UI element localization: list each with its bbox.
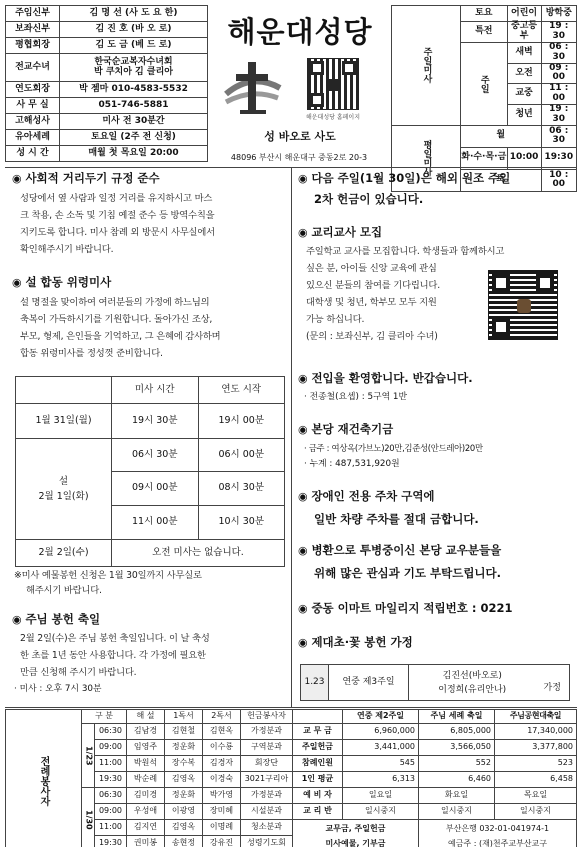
duty-date: 1/30 bbox=[82, 788, 95, 847]
finance-value: 6,805,000 bbox=[419, 724, 495, 740]
patron-saint: 성 바오로 사도 bbox=[264, 130, 336, 143]
info-value-line1: 한국순교복자수녀회 bbox=[94, 56, 173, 67]
time-cell: 19시 30분 bbox=[112, 404, 199, 439]
info-value bbox=[60, 54, 208, 82]
body-line: 싶은 분, 아이들 신앙 교육에 관심 bbox=[306, 262, 437, 274]
duty-cell: 09:00 bbox=[95, 740, 127, 756]
fund-bullet: · 금주 : 여상옥(가브노)20만,김준성(안드레아)20만 bbox=[304, 442, 483, 453]
notice-title-text: 2차 헌금이 있습니다. bbox=[314, 191, 424, 206]
contact-line: (문의 : 보좌신부, 김 클리아 수녀) bbox=[306, 330, 438, 342]
notice-body bbox=[12, 630, 286, 681]
info-value: 김 도 금 (베 드 로) bbox=[60, 38, 208, 54]
notice-rebuild-fund bbox=[298, 423, 574, 471]
offering-note bbox=[14, 568, 288, 598]
target-bullet-icon: ◉ bbox=[298, 636, 312, 649]
info-label: 연도회장 bbox=[6, 82, 60, 98]
finance-value: 일시중지 bbox=[343, 804, 419, 820]
duty-cell: 강유진 bbox=[203, 836, 241, 847]
finance-value: 3,566,050 bbox=[419, 740, 495, 756]
duty-cell: 성령기도회 bbox=[241, 836, 293, 847]
finance-value: 6,460 bbox=[419, 772, 495, 788]
finance-value: 6,458 bbox=[495, 772, 577, 788]
date-cell: 2월 2일(수) bbox=[16, 540, 112, 567]
target-bullet-icon: ◉ bbox=[298, 172, 312, 185]
mass-time-bullet: · 미사 : 오후 7시 30분 bbox=[14, 683, 102, 694]
notice-title-text: 일반 차량 주차를 절대 금합니다. bbox=[314, 511, 479, 526]
date-cell: 1월 31일(월) bbox=[16, 404, 112, 439]
notice-title-text: 장애인 전용 주차 구역에 bbox=[311, 489, 435, 503]
page-title: 해운대성당 bbox=[227, 15, 373, 49]
duty-cell: 박원석 bbox=[127, 756, 165, 772]
notice-title bbox=[298, 636, 574, 650]
saturday-label: 토요 bbox=[461, 6, 508, 22]
duty-cell: 이경숙 bbox=[203, 772, 241, 788]
info-label: 성 시 간 bbox=[6, 146, 60, 162]
notice-title-text: 위해 많은 관심과 기도 부탁드립니다. bbox=[314, 565, 502, 580]
time-cell: 19시 00분 bbox=[198, 404, 285, 439]
notice-title-text: 병환으로 투병중이신 본당 교우분들을 bbox=[311, 543, 502, 557]
notice-title bbox=[12, 613, 286, 627]
duty-header: 해 설 bbox=[127, 710, 165, 724]
duty-cell: 가정분과 bbox=[241, 724, 293, 740]
altar-offering-table bbox=[300, 664, 570, 701]
mass-name: 교중 bbox=[507, 84, 541, 105]
finance-label: 참례인원 bbox=[293, 756, 343, 772]
notice-title bbox=[298, 226, 574, 240]
finance-value: 17,340,000 bbox=[495, 724, 577, 740]
body-line: 합동 위령미사를 정성껏 준비합니다. bbox=[20, 347, 163, 359]
bank-account bbox=[419, 820, 577, 847]
offering-week: 연중 제3주일 bbox=[329, 665, 409, 701]
mass-schedule-table bbox=[391, 5, 577, 192]
duty-header: 1독서 bbox=[165, 710, 203, 724]
target-bullet-icon: ◉ bbox=[12, 613, 26, 626]
no-morning-mass: 오전 미사는 없습니다. bbox=[112, 540, 285, 567]
fund-bullet: · 누계 : 487,531,920원 bbox=[304, 458, 400, 469]
finance-value: 545 bbox=[343, 756, 419, 772]
body-line: 한 초를 1년 동안 사용합니다. 각 가정에 필요한 bbox=[20, 649, 206, 661]
body-line: 설 명절을 맞이하여 여러분들의 가정에 하느님의 bbox=[20, 296, 210, 308]
notice-title-text: 사회적 거리두기 규정 준수 bbox=[25, 171, 160, 185]
duty-cell: 김경자 bbox=[203, 756, 241, 772]
mass-name: 청년 bbox=[507, 105, 541, 126]
duty-cell: 19:30 bbox=[95, 772, 127, 788]
weekday-mass-label: 평일미사 bbox=[392, 125, 461, 191]
notice-title-text: 본당 재건축기금 bbox=[311, 422, 394, 436]
offering-date: 1.23 bbox=[301, 665, 329, 701]
notice-title bbox=[298, 172, 574, 186]
liturgy-duty-table bbox=[5, 709, 293, 847]
qr-caption: 해운대성당 홈페이지 bbox=[305, 114, 361, 121]
finance-value: 3,441,000 bbox=[343, 740, 419, 756]
notice-parking bbox=[298, 490, 574, 527]
body-line: 만큼 신청해 주시기 바랍니다. bbox=[20, 666, 137, 678]
mass-time: 방학중 bbox=[541, 6, 576, 22]
body-line: 가능 하십니다. bbox=[306, 313, 365, 325]
finance-value: 552 bbox=[419, 756, 495, 772]
body-line: 축복이 가득하시기를 기원합니다. 돌아가신 조상, bbox=[20, 313, 213, 325]
note-line: ※미사 예물봉헌 신청은 1월 30일까지 사무실로 bbox=[14, 570, 202, 581]
notice-title-text: 전입을 환영합니다. 반갑습니다. bbox=[311, 371, 473, 385]
target-bullet-icon: ◉ bbox=[12, 172, 26, 185]
duty-cell: 정운화 bbox=[165, 740, 203, 756]
notice-title bbox=[298, 423, 574, 437]
body-line: 크 착용, 손 소독 및 기침 예절 준수 등 방역수칙을 bbox=[20, 209, 215, 221]
duty-cell: 회장단 bbox=[241, 756, 293, 772]
weekday-time: 10 : 00 bbox=[541, 169, 576, 191]
homepage-qr-code[interactable] bbox=[307, 58, 359, 110]
body-line: 확인해주시기 바랍니다. bbox=[20, 243, 114, 255]
finance-label: 주일헌금 bbox=[293, 740, 343, 756]
notice-title-text: 중동 이마트 마일리지 적립번호 : 0221 bbox=[311, 601, 513, 615]
mass-name: 중고등부 bbox=[507, 22, 541, 43]
notice-presentation-feast bbox=[12, 613, 286, 696]
info-value: 051-746-5881 bbox=[60, 98, 208, 114]
mass-time: 09 : 00 bbox=[541, 63, 576, 84]
notice-mileage bbox=[298, 602, 574, 616]
finance-value: 3,377,800 bbox=[495, 740, 577, 756]
finance-value: 화요일 bbox=[419, 788, 495, 804]
info-label: 사 무 실 bbox=[6, 98, 60, 114]
notice-overseas-aid bbox=[298, 172, 574, 207]
duty-cell: 김영옥 bbox=[165, 772, 203, 788]
duty-cell: 장미혜 bbox=[203, 804, 241, 820]
date-text: 2월 1일(화) bbox=[38, 491, 89, 502]
target-bullet-icon: ◉ bbox=[298, 602, 312, 615]
duty-cell: 임영주 bbox=[127, 740, 165, 756]
target-bullet-icon: ◉ bbox=[298, 226, 312, 239]
date-holiday: 설 bbox=[58, 476, 69, 487]
duty-cell: 박순례 bbox=[127, 772, 165, 788]
bank-purpose-line: 미사예물, 기부금 bbox=[325, 838, 386, 847]
duty-side-label: 전례봉사자 bbox=[6, 710, 82, 847]
finance-value: 6,960,000 bbox=[343, 724, 419, 740]
duty-cell: 이광영 bbox=[165, 804, 203, 820]
finance-value: 일시중지 bbox=[419, 804, 495, 820]
mass-name: 새벽 bbox=[507, 42, 541, 63]
finance-header: 주님 세례 축일 bbox=[419, 710, 495, 724]
weekday-day: 토 bbox=[461, 169, 542, 191]
weekday-time: 10:00 bbox=[507, 147, 541, 169]
target-bullet-icon: ◉ bbox=[298, 372, 312, 385]
notice-title-text: 교리교사 모집 bbox=[311, 225, 383, 239]
offering-family: 가정 bbox=[536, 665, 570, 701]
duty-cell: 3021구리아 bbox=[241, 772, 293, 788]
notice-title-text: 제대초·꽃 봉헌 가정 bbox=[311, 635, 413, 649]
body-line: 성당에서 옆 사람과 일정 거리를 유지하시고 마스 bbox=[20, 192, 213, 204]
target-bullet-icon: ◉ bbox=[298, 544, 312, 557]
mass-name: 오전 bbox=[507, 63, 541, 84]
duty-cell: 청소분과 bbox=[241, 820, 293, 836]
duty-date: 1/23 bbox=[82, 724, 95, 788]
finance-label: 교 무 금 bbox=[293, 724, 343, 740]
finance-value: 일요일 bbox=[343, 788, 419, 804]
duty-cell: 정운화 bbox=[165, 788, 203, 804]
notice-title bbox=[12, 172, 286, 186]
saturday-sub-label: 특전 bbox=[461, 22, 508, 43]
bank-purpose bbox=[293, 820, 419, 847]
finance-header: 연중 제2주일 bbox=[343, 710, 419, 724]
duty-cell: 장수복 bbox=[165, 756, 203, 772]
duty-cell: 송현정 bbox=[165, 836, 203, 847]
duty-cell: 김현옥 bbox=[203, 724, 241, 740]
finance-label: 교 리 반 bbox=[293, 804, 343, 820]
duty-cell: 가정분과 bbox=[241, 788, 293, 804]
notice-prayer bbox=[298, 544, 574, 581]
weekday-day: 화·수·목·금 bbox=[461, 147, 508, 169]
info-value: 미사 전 30분간 bbox=[60, 114, 208, 130]
notice-title bbox=[298, 490, 574, 504]
finance-label: 1인 평균 bbox=[293, 772, 343, 788]
time-cell: 09시 00분 bbox=[112, 472, 199, 506]
duty-header: 2독서 bbox=[203, 710, 241, 724]
body-line: 대학생 및 청년, 학부모 모두 지원 bbox=[306, 296, 437, 308]
weekday-time: 06 : 30 bbox=[541, 125, 576, 147]
duty-cell: 우성애 bbox=[127, 804, 165, 820]
duty-cell: 박가영 bbox=[203, 788, 241, 804]
duty-cell: 김영옥 bbox=[165, 820, 203, 836]
finance-header: 주님공현대축일 bbox=[495, 710, 577, 724]
parish-info-table bbox=[5, 5, 208, 162]
notice-title-text: 설 합동 위령미사 bbox=[25, 275, 112, 289]
info-value: 토요일 (2주 전 신청) bbox=[60, 130, 208, 146]
body-line: 지키도록 합니다. 미사 참례 외 방문시 사무실에서 bbox=[20, 226, 215, 238]
duty-header: 헌금봉사자 bbox=[241, 710, 293, 724]
body-line: 2월 2일(수)은 주님 봉헌 축일입니다. 이 날 축성 bbox=[20, 632, 210, 644]
time-cell: 06시 30분 bbox=[112, 439, 199, 472]
duty-cell: 11:00 bbox=[95, 756, 127, 772]
weekday-time-evening: 19:30 bbox=[541, 147, 576, 169]
memorial-mass-table bbox=[15, 376, 285, 567]
duty-cell: 이수룡 bbox=[203, 740, 241, 756]
time-cell: 10시 30분 bbox=[198, 506, 285, 540]
recruit-qr-code[interactable] bbox=[488, 270, 558, 340]
duty-cell: 11:00 bbox=[95, 820, 127, 836]
notice-body bbox=[12, 190, 286, 258]
time-cell: 08시 30분 bbox=[198, 472, 285, 506]
notice-distancing bbox=[12, 172, 286, 258]
table-corner bbox=[16, 377, 112, 404]
col-header: 미사 시간 bbox=[112, 377, 199, 404]
body-line: 있으신 분들의 참여를 기다립니다. bbox=[306, 279, 440, 291]
target-bullet-icon: ◉ bbox=[298, 490, 312, 503]
notice-title bbox=[12, 276, 286, 290]
info-value: 김 진 호 (바 오 로) bbox=[60, 22, 208, 38]
duty-cell: 김지연 bbox=[127, 820, 165, 836]
note-line: 해주시기 바랍니다. bbox=[26, 585, 102, 596]
notice-title-text: 다음 주일(1월 30일)은 해외 원조 주일 bbox=[311, 171, 511, 185]
mass-time: 06 : 30 bbox=[541, 42, 576, 63]
info-label: 보좌신부 bbox=[6, 22, 60, 38]
bank-purpose-line: 교무금, 주일헌금 bbox=[325, 823, 386, 833]
sunday-label: 주일 bbox=[461, 42, 508, 125]
bank-account-line: 예금주 : (재)천주교부산교구 bbox=[447, 838, 548, 847]
duty-cell: 권미봉 bbox=[127, 836, 165, 847]
duty-cell: 06:30 bbox=[95, 788, 127, 804]
duty-cell: 09:00 bbox=[95, 804, 127, 820]
offering-name: 김진선(바오로) bbox=[442, 670, 502, 681]
duty-cell: 19:30 bbox=[95, 836, 127, 847]
body-line: 부모, 형제, 은인들을 기억하고, 그 은혜에 감사하며 bbox=[20, 330, 221, 342]
finance-value: 523 bbox=[495, 756, 577, 772]
info-value: 박 젬마 010-4583-5532 bbox=[60, 82, 208, 98]
duty-cell: 김미경 bbox=[127, 788, 165, 804]
finance-label: 예 비 자 bbox=[293, 788, 343, 804]
col-header: 연도 시작 bbox=[198, 377, 285, 404]
target-bullet-icon: ◉ bbox=[12, 276, 26, 289]
welcome-bullet: · 전종철(요셉) : 5구역 1반 bbox=[304, 391, 407, 402]
notice-welcome bbox=[298, 372, 574, 404]
time-cell: 06시 00분 bbox=[198, 439, 285, 472]
time-cell: 11시 00분 bbox=[112, 506, 199, 540]
info-value: 김 명 선 (사 도 요 한) bbox=[60, 6, 208, 22]
info-label: 평협회장 bbox=[6, 38, 60, 54]
info-label: 주임신부 bbox=[6, 6, 60, 22]
mass-name: 어린이 bbox=[507, 6, 541, 22]
sunday-mass-label: 주일미사 bbox=[392, 6, 461, 126]
parish-address: 48096 부산시 해운대구 중동2로 20-3 bbox=[230, 153, 368, 162]
weekday-day: 월 bbox=[461, 125, 542, 147]
notice-body bbox=[12, 294, 286, 362]
info-value-line2: 박 쿠치아 김 클리아 bbox=[94, 66, 173, 77]
notice-title bbox=[298, 602, 574, 616]
finance-header bbox=[293, 710, 343, 724]
mass-time: 19 : 30 bbox=[541, 22, 576, 43]
info-label: 고해성사 bbox=[6, 114, 60, 130]
date-cell bbox=[16, 439, 112, 540]
duty-cell: 김현철 bbox=[165, 724, 203, 740]
offering-name: 이정희(유리안나) bbox=[438, 684, 507, 695]
offering-names bbox=[409, 665, 536, 701]
body-line: 주일학교 교사를 모집합니다. 학생들과 함께하시고 bbox=[306, 245, 505, 257]
finance-value: 일시중지 bbox=[495, 804, 577, 820]
info-label: 전교수녀 bbox=[6, 54, 60, 82]
cross-logo-icon bbox=[222, 58, 284, 120]
duty-cell: 구역분과 bbox=[241, 740, 293, 756]
duty-header: 구 분 bbox=[82, 710, 127, 724]
mass-time: 19 : 30 bbox=[541, 105, 576, 126]
notice-memorial-mass bbox=[12, 276, 286, 362]
info-label: 유아세례 bbox=[6, 130, 60, 146]
notice-title-text: 주님 봉헌 축일 bbox=[25, 612, 101, 626]
duty-cell: 김남경 bbox=[127, 724, 165, 740]
target-bullet-icon: ◉ bbox=[298, 423, 312, 436]
duty-cell: 06:30 bbox=[95, 724, 127, 740]
finance-value: 6,313 bbox=[343, 772, 419, 788]
finance-value: 목요일 bbox=[495, 788, 577, 804]
duty-cell: 시설분과 bbox=[241, 804, 293, 820]
notice-title bbox=[298, 544, 574, 558]
duty-cell: 이명례 bbox=[203, 820, 241, 836]
finance-table bbox=[292, 709, 577, 847]
parish-logo bbox=[222, 58, 284, 120]
mass-time: 11 : 00 bbox=[541, 84, 576, 105]
notice-title bbox=[298, 372, 574, 386]
bank-account-line: 부산은행 032-01-041974-1 bbox=[445, 823, 550, 833]
notice-altar-offering bbox=[298, 636, 574, 650]
info-value: 매월 첫 목요일 20:00 bbox=[60, 146, 208, 162]
